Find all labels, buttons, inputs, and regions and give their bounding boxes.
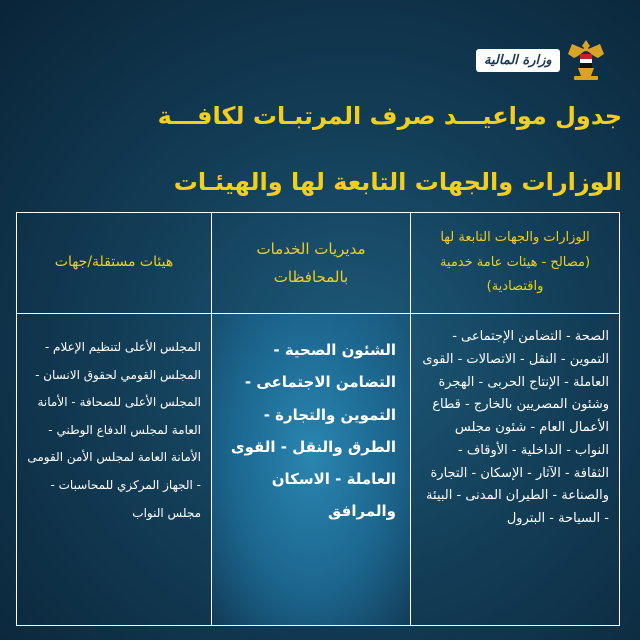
page-title-line2: الوزارات والجهات التابعة لها والهيئـات xyxy=(173,168,622,196)
ministry-logo xyxy=(476,36,620,84)
table-header-row xyxy=(17,213,619,314)
table-body-row xyxy=(17,314,619,625)
salary-schedule-table xyxy=(16,212,620,626)
cell-ministries-text: الصحة - التضامن الإجتماعى - التموين - النقل - الاتصالات - القوى العاملة - الإنتاج الحربى - الهجرة وشئون المصريين بالخارج - قطاع الأعمال العام - شئون مجلس النواب - الداخلية - الأوقاف - الثقافة - الآثار - الإسكان - التجارة والصناعة - الطيران المدنى - البيئة - السياحة - البترول xyxy=(422,329,609,526)
cell-directorates-text: الشئون الصحية - التضامن الاجتماعى - التموين والتجارة - الطرق والنقل - القوى العاملة - الاسكان والمرافق xyxy=(230,341,396,521)
header-independent-label: هيئات مستقلة/جهات xyxy=(54,254,174,271)
header-directorates-label: مديريات الخدمات بالمحافظات xyxy=(256,239,366,286)
cell-ministries xyxy=(411,314,619,625)
cell-independent xyxy=(17,314,211,625)
header-independent xyxy=(17,213,211,313)
ministry-logo-text: وزارة المالية xyxy=(476,49,560,72)
eagle-emblem-icon xyxy=(564,36,608,84)
header-ministries xyxy=(411,213,619,313)
cell-directorates xyxy=(211,314,411,625)
header-directorates xyxy=(211,213,411,313)
header-ministries-label: الوزارات والجهات التابعة لها (مصالح - هيئات عامة خدمية واقتصادية) xyxy=(439,229,591,295)
cell-independent-text: المجلس الأعلى لتنظيم الإعلام - المجلس القومي لحقوق الانسان - المجلس الأعلى للصحافة - الأمانة العامة لمجلس الدفاع الوطني - الأمانة العامة لمجلس الأمن القومى - الجهاز المركزي للمحاسبات - مجلس النواب xyxy=(27,340,201,520)
page-title-line1: جدول مواعيـــد صرف المرتبـات لكافـــة xyxy=(157,102,622,130)
